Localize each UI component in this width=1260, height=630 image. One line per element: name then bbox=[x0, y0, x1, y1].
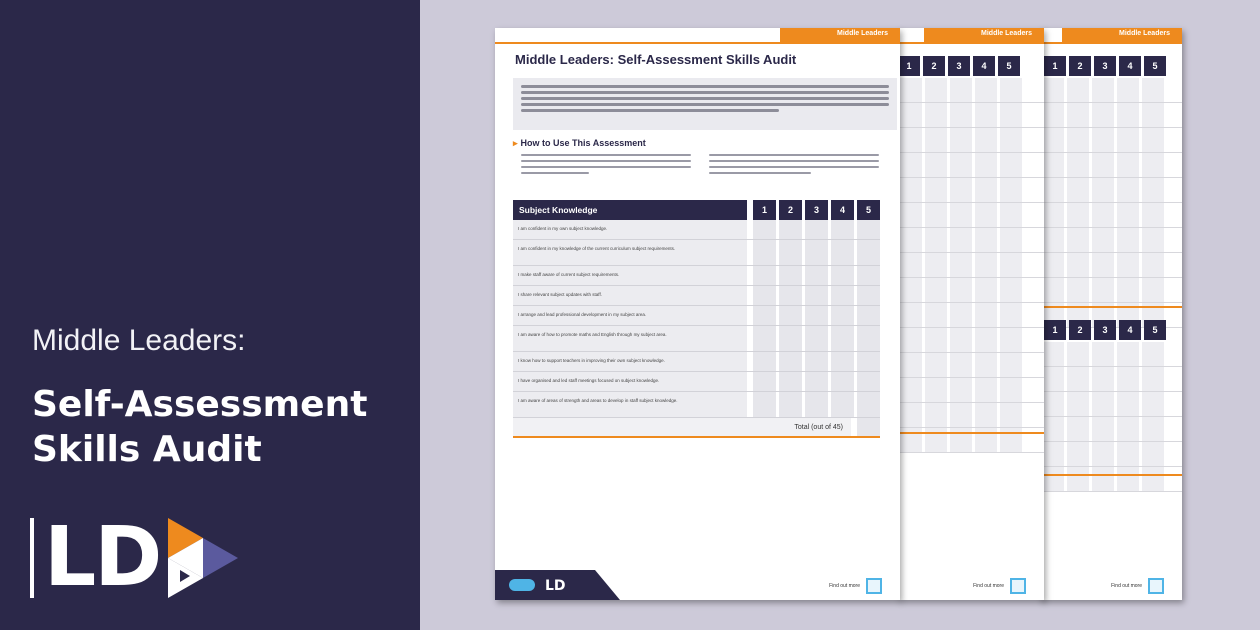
score-cell[interactable] bbox=[779, 392, 802, 417]
table-row bbox=[513, 352, 880, 372]
logo-text: LD bbox=[44, 510, 161, 605]
score-col: 1 bbox=[1044, 56, 1066, 76]
score-col: 3 bbox=[805, 200, 828, 220]
criterion-text: I am confident in my own subject knowledge. bbox=[513, 220, 747, 239]
howto-column-right bbox=[709, 150, 879, 178]
score-cell[interactable] bbox=[805, 240, 828, 265]
score-cell[interactable] bbox=[753, 392, 776, 417]
table-row bbox=[513, 372, 880, 392]
score-cell[interactable] bbox=[753, 306, 776, 325]
score-cell[interactable] bbox=[805, 326, 828, 351]
skills-table bbox=[513, 200, 880, 438]
score-cell[interactable] bbox=[805, 266, 828, 285]
score-cell[interactable] bbox=[857, 306, 880, 325]
footer-text: Find out more bbox=[1111, 583, 1142, 589]
score-col: 3 bbox=[1094, 320, 1116, 340]
score-cell[interactable] bbox=[779, 220, 802, 239]
table-row bbox=[513, 392, 880, 418]
score-cell[interactable] bbox=[753, 286, 776, 305]
table-row bbox=[513, 326, 880, 352]
score-col: 1 bbox=[1044, 320, 1066, 340]
score-cell[interactable] bbox=[857, 352, 880, 371]
section-rule bbox=[898, 432, 1044, 434]
score-cell[interactable] bbox=[753, 266, 776, 285]
table-row bbox=[513, 220, 880, 240]
score-cell[interactable] bbox=[805, 392, 828, 417]
document-page-2 bbox=[898, 28, 1044, 600]
footer-text: Find out more bbox=[973, 583, 1004, 589]
criterion-text: I have organised and led staff meetings focused on subject knowledge. bbox=[513, 372, 747, 391]
howto-column-left bbox=[521, 150, 691, 178]
score-header bbox=[1044, 320, 1166, 340]
score-cell[interactable] bbox=[857, 220, 880, 239]
score-col: 4 bbox=[1119, 320, 1141, 340]
main-title: Self-Assessment Skills Audit bbox=[32, 384, 368, 470]
table-header bbox=[513, 200, 880, 220]
criterion-text: I am aware of how to promote maths and English through my subject area. bbox=[513, 326, 747, 351]
score-cell[interactable] bbox=[805, 352, 828, 371]
score-cell[interactable] bbox=[831, 220, 854, 239]
score-cell[interactable] bbox=[779, 286, 802, 305]
score-cell[interactable] bbox=[831, 286, 854, 305]
score-cell[interactable] bbox=[831, 326, 854, 351]
score-col: 4 bbox=[831, 200, 854, 220]
table-row bbox=[513, 306, 880, 326]
score-cell[interactable] bbox=[753, 240, 776, 265]
score-cell[interactable] bbox=[831, 306, 854, 325]
criterion-text: I know how to support teachers in improving their own subject knowledge. bbox=[513, 352, 747, 371]
score-cell[interactable] bbox=[831, 240, 854, 265]
section-rule bbox=[1040, 474, 1182, 476]
intro-box bbox=[513, 78, 897, 130]
page-footer bbox=[1040, 570, 1182, 600]
score-header bbox=[898, 56, 1020, 76]
subtitle: Middle Leaders: bbox=[32, 324, 246, 357]
score-cell[interactable] bbox=[753, 352, 776, 371]
score-col: 3 bbox=[1094, 56, 1116, 76]
score-col: 1 bbox=[753, 200, 776, 220]
score-cell[interactable] bbox=[779, 326, 802, 351]
score-cell[interactable] bbox=[753, 220, 776, 239]
score-cell[interactable] bbox=[779, 372, 802, 391]
section-heading: Subject Knowledge bbox=[513, 200, 747, 220]
score-cell[interactable] bbox=[779, 240, 802, 265]
score-cell[interactable] bbox=[779, 266, 802, 285]
score-cell[interactable] bbox=[805, 286, 828, 305]
score-col: 2 bbox=[1069, 320, 1091, 340]
section-rule bbox=[1040, 306, 1182, 308]
total-cell[interactable] bbox=[857, 418, 880, 436]
score-col: 3 bbox=[948, 56, 970, 76]
table-row bbox=[513, 266, 880, 286]
page-footer bbox=[495, 570, 900, 600]
score-cell[interactable] bbox=[857, 392, 880, 417]
score-col: 1 bbox=[898, 56, 920, 76]
score-cell[interactable] bbox=[831, 266, 854, 285]
score-cell[interactable] bbox=[779, 306, 802, 325]
logo-bar bbox=[30, 518, 34, 598]
header-rule bbox=[1040, 42, 1182, 44]
header-tab-label: Middle Leaders bbox=[981, 30, 1032, 37]
header-rule bbox=[898, 42, 1044, 44]
score-cell[interactable] bbox=[831, 352, 854, 371]
score-cell[interactable] bbox=[779, 352, 802, 371]
score-col: 5 bbox=[998, 56, 1020, 76]
score-col: 4 bbox=[1119, 56, 1141, 76]
score-cell[interactable] bbox=[805, 220, 828, 239]
page-footer bbox=[898, 570, 1044, 600]
table-row bbox=[513, 240, 880, 266]
qr-code-icon bbox=[866, 578, 882, 594]
header-tab bbox=[1062, 28, 1182, 42]
score-grid bbox=[1040, 342, 1182, 492]
document-page-3 bbox=[1040, 28, 1182, 600]
score-col: 5 bbox=[1144, 56, 1166, 76]
score-header bbox=[1044, 56, 1166, 76]
criterion-text: I am confident in my knowledge of the current curriculum subject requirements. bbox=[513, 240, 747, 265]
score-cell[interactable] bbox=[857, 286, 880, 305]
score-cell[interactable] bbox=[753, 326, 776, 351]
score-col: 5 bbox=[857, 200, 880, 220]
score-cell[interactable] bbox=[805, 306, 828, 325]
document-page-1 bbox=[495, 28, 900, 600]
total-label: Total (out of 45) bbox=[513, 418, 851, 436]
score-col: 5 bbox=[1144, 320, 1166, 340]
left-panel bbox=[0, 0, 420, 630]
header-tab bbox=[780, 28, 900, 42]
footer-ld-logo: LD bbox=[545, 578, 566, 594]
header-rule bbox=[495, 42, 900, 44]
preview-area bbox=[420, 0, 1260, 630]
criterion-text: I share relevant subject updates with staff. bbox=[513, 286, 747, 305]
score-col: 4 bbox=[973, 56, 995, 76]
score-cell[interactable] bbox=[831, 392, 854, 417]
total-row bbox=[513, 418, 880, 438]
ld-logo bbox=[30, 510, 238, 605]
qr-code-icon bbox=[1148, 578, 1164, 594]
twinkl-logo-icon bbox=[509, 579, 535, 591]
criterion-text: I make staff aware of current subject requirements. bbox=[513, 266, 747, 285]
table-row bbox=[513, 286, 880, 306]
footer-text: Find out more bbox=[829, 583, 860, 589]
score-grid bbox=[898, 78, 1044, 453]
score-col: 2 bbox=[1069, 56, 1091, 76]
score-cell[interactable] bbox=[857, 266, 880, 285]
qr-code-icon bbox=[1010, 578, 1026, 594]
score-cell[interactable] bbox=[753, 372, 776, 391]
score-cell[interactable] bbox=[831, 372, 854, 391]
document-title: Middle Leaders: Self-Assessment Skills Audit bbox=[515, 52, 797, 67]
howto-heading: ▸ How to Use This Assessment bbox=[513, 138, 646, 149]
criterion-text: I am aware of areas of strength and areas to develop in staff subject knowledge. bbox=[513, 392, 747, 417]
score-cell[interactable] bbox=[857, 240, 880, 265]
criterion-text: I arrange and lead professional development in my subject area. bbox=[513, 306, 747, 325]
score-grid bbox=[1040, 78, 1182, 328]
score-col: 2 bbox=[923, 56, 945, 76]
header-tab-label: Middle Leaders bbox=[1119, 30, 1170, 37]
play-triangle-icon bbox=[168, 518, 238, 598]
score-cell[interactable] bbox=[857, 326, 880, 351]
score-cell[interactable] bbox=[857, 372, 880, 391]
score-col: 2 bbox=[779, 200, 802, 220]
header-tab-label: Middle Leaders bbox=[837, 30, 888, 37]
header-tab bbox=[924, 28, 1044, 42]
score-cell[interactable] bbox=[805, 372, 828, 391]
